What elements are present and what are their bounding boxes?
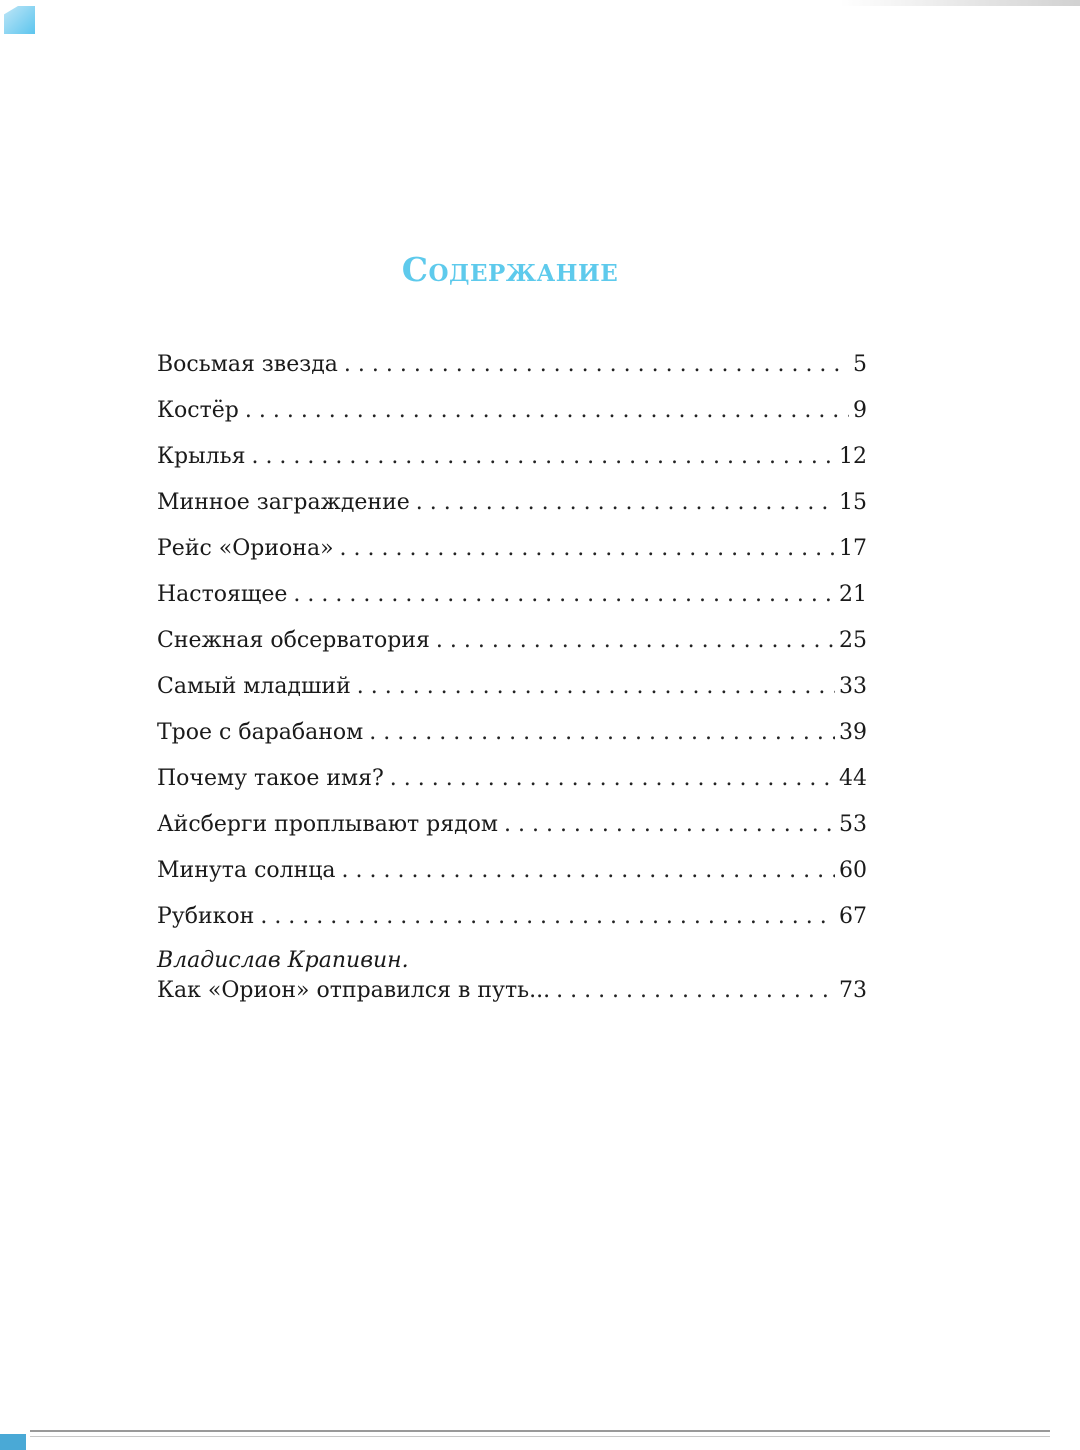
toc-entry-title: Рейс «Ориона» <box>157 536 334 561</box>
toc-entry-title: Почему такое имя? <box>157 766 384 791</box>
dot-leader <box>416 486 835 520</box>
toc-entry-title: Минута солнца <box>157 858 336 883</box>
toc-entry-page: 60 <box>839 858 867 883</box>
toc-entry[interactable] <box>157 670 867 716</box>
toc-entry-title: Айсберги проплывают рядом <box>157 812 498 837</box>
toc-entry[interactable] <box>157 854 867 900</box>
dot-leader <box>344 348 849 382</box>
toc-entry-page: 5 <box>853 352 867 377</box>
dot-leader <box>342 854 835 888</box>
toc-entry-title: Самый младший <box>157 674 351 699</box>
toc-entry-page: 39 <box>839 720 867 745</box>
toc-entry-page: 33 <box>839 674 867 699</box>
dot-leader <box>436 624 835 658</box>
toc-entry-title: Настоящее <box>157 582 288 607</box>
toc-entry[interactable] <box>157 440 867 486</box>
dot-leader <box>556 976 835 1006</box>
toc-entry-page: 25 <box>839 628 867 653</box>
toc-entry-title: Как «Орион» отправился в путь... <box>157 978 551 1003</box>
toc-entry-title: Трое с барабаном <box>157 720 364 745</box>
toc-entry[interactable] <box>157 394 867 440</box>
toc-entry[interactable] <box>157 486 867 532</box>
toc-entry-page: 21 <box>839 582 867 607</box>
toc-entry-title: Восьмая звезда <box>157 352 338 377</box>
toc-entry[interactable] <box>157 716 867 762</box>
toc-entry-page: 73 <box>839 978 867 1003</box>
toc-final-entry[interactable] <box>157 946 867 1008</box>
toc-entry[interactable] <box>157 348 867 394</box>
toc-entry-page: 53 <box>839 812 867 837</box>
toc-entry[interactable] <box>157 532 867 578</box>
toc-entry-title: Крылья <box>157 444 246 469</box>
page-bottom-rule <box>30 1430 1050 1432</box>
toc-entry-author: Владислав Крапивин. <box>157 948 409 973</box>
toc-entry[interactable] <box>157 578 867 624</box>
dot-leader <box>260 900 835 934</box>
toc-entry-page: 9 <box>853 398 867 423</box>
toc-entry-title: Костёр <box>157 398 239 423</box>
table-of-contents <box>157 348 867 1008</box>
dot-leader <box>293 578 835 612</box>
dot-leader <box>369 716 835 750</box>
page-title: Содержание <box>401 250 619 289</box>
toc-entry[interactable] <box>157 762 867 808</box>
toc-entry-page: 12 <box>839 444 867 469</box>
toc-entry-title: Рубикон <box>157 904 255 929</box>
dot-leader <box>390 762 835 796</box>
dot-leader <box>357 670 835 704</box>
toc-entry-page: 15 <box>839 490 867 515</box>
dot-leader <box>251 440 835 474</box>
toc-entry-page: 67 <box>839 904 867 929</box>
dot-leader <box>340 532 835 566</box>
toc-entry-title: Снежная обсерватория <box>157 628 430 653</box>
toc-entry-title: Минное заграждение <box>157 490 410 515</box>
toc-entry <box>157 976 867 1008</box>
bottom-corner-mark <box>0 1434 26 1450</box>
dot-leader <box>504 808 835 842</box>
toc-entry[interactable] <box>157 900 867 946</box>
toc-entry-page: 17 <box>839 536 867 561</box>
scan-edge-shadow <box>840 0 1080 6</box>
toc-entry[interactable] <box>157 624 867 670</box>
corner-tab-mark <box>4 6 35 34</box>
toc-entry-page: 44 <box>839 766 867 791</box>
page-bottom-rule-secondary <box>30 1436 1050 1437</box>
dot-leader <box>245 394 849 428</box>
toc-entry[interactable] <box>157 808 867 854</box>
